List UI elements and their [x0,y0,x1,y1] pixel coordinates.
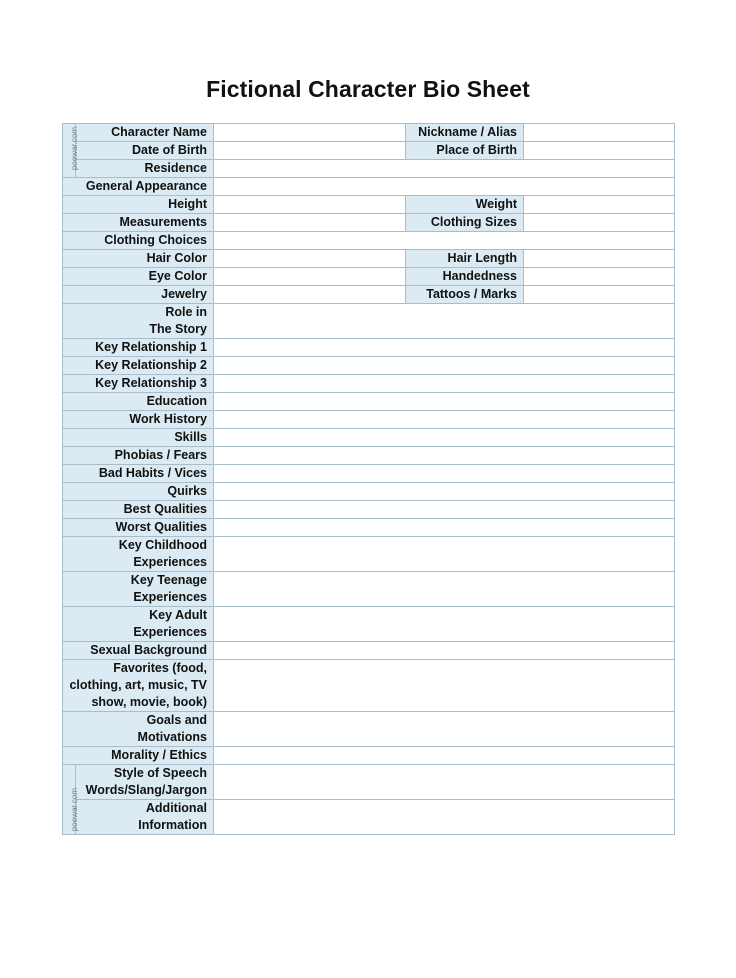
input-key-relationship-2[interactable] [214,357,675,375]
label-quirks: Quirks [63,483,214,501]
page-title: Fictional Character Bio Sheet [206,76,530,102]
label-line: Additional [145,801,207,815]
label-general-appearance: General Appearance [63,178,214,196]
label-key-adult [63,607,214,642]
label-skills: Skills [63,429,214,447]
label-line: Words/Slang/Jargon [85,783,207,797]
label-key-relationship-3: Key Relationship 3 [63,375,214,393]
label-line: Key Adult [149,608,207,622]
label-hair-length: Hair Length [406,250,524,268]
input-hair-color[interactable] [214,250,406,268]
label-line: Motivations [137,730,207,744]
input-handedness[interactable] [524,268,675,286]
label-work-history: Work History [63,411,214,429]
label-key-relationship-2: Key Relationship 2 [63,357,214,375]
input-residence[interactable] [214,160,675,178]
label-line: Information [138,818,207,832]
label-line: Experiences [133,625,207,639]
input-tattoos-marks[interactable] [524,286,675,304]
label-additional-information [76,800,214,835]
label-clothing-sizes: Clothing Sizes [406,214,524,232]
label-line: Style of Speech [113,766,207,780]
label-goals-motivations [63,712,214,747]
watermark-text: poewar.com [70,127,79,171]
watermark-text: poewar.com [70,787,79,831]
label-key-teenage [63,572,214,607]
input-quirks[interactable] [214,483,675,501]
input-character-name[interactable] [214,124,406,142]
label-jewelry: Jewelry [63,286,214,304]
label-education: Education [63,393,214,411]
label-sexual-background: Sexual Background [63,642,214,660]
input-general-appearance[interactable] [214,178,675,196]
watermark-strip-bottom [63,765,79,835]
label-date-of-birth: Date of Birth [76,142,214,160]
label-line: Key Teenage [130,573,207,587]
input-favorites[interactable] [214,660,675,712]
input-eye-color[interactable] [214,268,406,286]
label-line: The Story [149,322,207,336]
label-style-of-speech [76,765,214,800]
input-height[interactable] [214,196,406,214]
label-line: Goals and [146,713,207,727]
label-role-in-story [63,304,214,339]
input-goals-motivations[interactable] [214,712,675,747]
input-key-adult[interactable] [214,607,675,642]
input-clothing-choices[interactable] [214,232,675,250]
input-key-childhood[interactable] [214,537,675,572]
label-key-relationship-1: Key Relationship 1 [63,339,214,357]
input-best-qualities[interactable] [214,501,675,519]
label-key-childhood [63,537,214,572]
watermark-strip-top [63,124,79,178]
label-worst-qualities: Worst Qualities [63,519,214,537]
input-bad-habits-vices[interactable] [214,465,675,483]
label-clothing-choices: Clothing Choices [63,232,214,250]
input-jewelry[interactable] [214,286,406,304]
input-education[interactable] [214,393,675,411]
input-phobias-fears[interactable] [214,447,675,465]
input-date-of-birth[interactable] [214,142,406,160]
input-weight[interactable] [524,196,675,214]
input-hair-length[interactable] [524,250,675,268]
label-character-name: Character Name [76,124,214,142]
label-height: Height [63,196,214,214]
label-phobias-fears: Phobias / Fears [63,447,214,465]
input-nickname-alias[interactable] [524,124,675,142]
label-line: Key Childhood [118,538,207,552]
label-line: Experiences [133,555,207,569]
label-place-of-birth: Place of Birth [406,142,524,160]
input-skills[interactable] [214,429,675,447]
label-weight: Weight [406,196,524,214]
input-work-history[interactable] [214,411,675,429]
label-favorites [63,660,214,712]
input-additional-information[interactable] [214,800,675,835]
label-residence: Residence [76,160,214,178]
input-sexual-background[interactable] [214,642,675,660]
input-key-relationship-3[interactable] [214,375,675,393]
label-handedness: Handedness [406,268,524,286]
input-worst-qualities[interactable] [214,519,675,537]
input-key-relationship-1[interactable] [214,339,675,357]
bio-sheet-table [62,123,675,835]
input-morality-ethics[interactable] [214,747,675,765]
label-best-qualities: Best Qualities [63,501,214,519]
label-line: Favorites (food, [113,661,207,675]
label-tattoos-marks: Tattoos / Marks [406,286,524,304]
input-clothing-sizes[interactable] [524,214,675,232]
label-line: clothing, art, music, TV [69,678,207,692]
label-line: show, movie, book) [91,695,207,709]
label-hair-color: Hair Color [63,250,214,268]
input-key-teenage[interactable] [214,572,675,607]
label-line: Experiences [133,590,207,604]
input-place-of-birth[interactable] [524,142,675,160]
label-line: Role in [165,305,207,319]
label-morality-ethics: Morality / Ethics [63,747,214,765]
input-role-in-story[interactable] [214,304,675,339]
input-measurements[interactable] [214,214,406,232]
label-bad-habits-vices: Bad Habits / Vices [63,465,214,483]
label-nickname-alias: Nickname / Alias [406,124,524,142]
label-measurements: Measurements [63,214,214,232]
label-eye-color: Eye Color [63,268,214,286]
input-style-of-speech[interactable] [214,765,675,800]
